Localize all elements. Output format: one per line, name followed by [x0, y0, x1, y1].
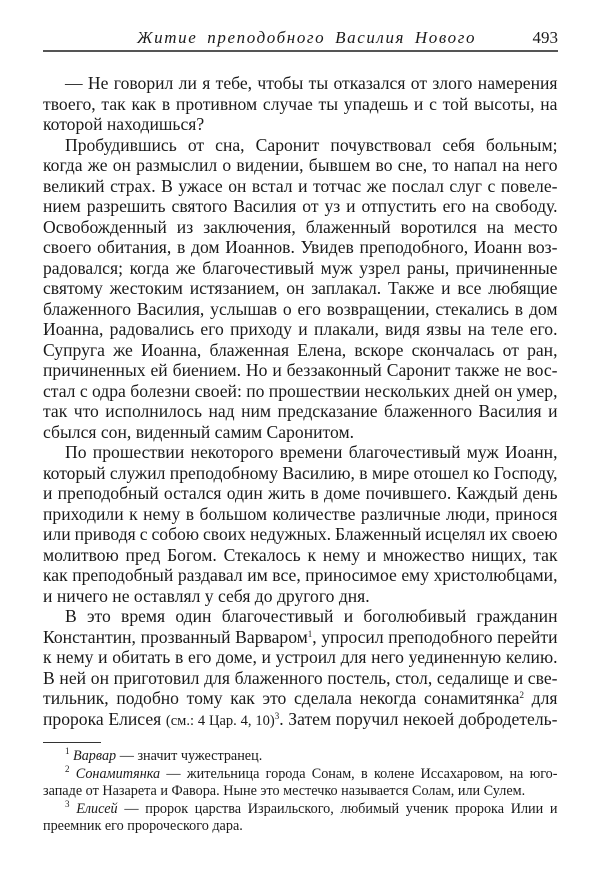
line-content — [43, 668, 558, 689]
text-run: великий страх. В ужасе он встал и тотчас же послал слуг с повеле- — [43, 175, 558, 196]
footnotes — [43, 748, 558, 836]
footnote — [43, 748, 558, 766]
page-number: 493 — [532, 28, 558, 47]
text-line — [43, 463, 558, 484]
text-run: По прошествии некоторого времени благочестивый муж Иоанн, — [65, 442, 558, 462]
text-line — [43, 709, 558, 730]
text-line — [43, 483, 558, 504]
text-line — [43, 360, 558, 381]
text-run: и ничего не оставлял у себя до другого дня. — [43, 585, 370, 606]
text-run: В это время один благочестивый и боголюбивый гражданин — [65, 606, 558, 626]
line-content — [43, 94, 558, 115]
text-line — [43, 278, 558, 299]
text-run: нием разрешить святого Василия от уз и отпустить его на свободу. — [43, 196, 558, 216]
footnote-line — [43, 818, 558, 836]
text-line — [43, 258, 558, 279]
text-line — [43, 606, 558, 627]
line-content — [43, 463, 558, 484]
text-run: которой находишься? — [43, 114, 205, 134]
text-run: и преподобный остался один жить в доме почившего. Каждый день — [43, 483, 558, 503]
paragraph — [43, 135, 558, 443]
text-run: молитвою пред Богом. Стекалось к нему и множество нищих, так — [43, 544, 558, 565]
footnote — [43, 763, 558, 801]
text-run: — пророк царства Израильского, любимый ученик пророка Илии и — [117, 800, 558, 817]
text-run: который служил преподобному Василию, в мире отошел ко Господу, — [43, 462, 558, 483]
line-content — [43, 504, 558, 525]
text-run: — значит чужестранец. — [116, 748, 263, 764]
footnote-mark: 1 — [65, 746, 70, 756]
text-run: так что исполнилось над ним предсказание блаженного Василия и — [43, 401, 558, 421]
line-content — [43, 217, 558, 238]
text-run: для — [523, 688, 558, 708]
line-content — [43, 627, 558, 648]
text-run: Иоанна, радовались его приходу и плакали, видя язвы на теле его. — [43, 319, 558, 339]
text-run: — жительница города Сонам, в колене Иссахаровом, на юго- — [160, 765, 558, 782]
line-content — [43, 278, 558, 299]
text-line — [43, 217, 558, 238]
line-content — [43, 360, 558, 381]
text-run: блаженного Василия, услышав о его возвращении, стекались в дом — [43, 298, 558, 319]
footnote-line — [43, 798, 558, 819]
line-content — [65, 606, 558, 627]
paragraph — [43, 606, 558, 729]
text-line — [43, 176, 558, 197]
text-line — [43, 688, 558, 709]
running-title: Житие преподобного Василия Нового — [137, 28, 477, 47]
text-run: Пробудившись от сна, Саронит почувствовал себя больным; — [65, 134, 558, 155]
footnote-ref: 3 — [274, 710, 280, 721]
scripture-reference: (см.: 4 Цар. 4, 10) — [165, 712, 275, 729]
text-run: преемник его пророческого дара. — [43, 818, 243, 835]
text-line — [43, 504, 558, 525]
footnote-divider — [43, 742, 101, 743]
line-content — [43, 709, 558, 732]
line-content — [43, 401, 558, 422]
text-line — [43, 668, 558, 689]
line-content — [43, 483, 558, 504]
text-line — [43, 545, 558, 566]
line-content — [43, 565, 558, 586]
text-run: пророка Елисея — [43, 708, 166, 729]
line-content — [43, 818, 243, 836]
line-content — [65, 748, 262, 766]
footnote-line — [43, 748, 558, 766]
footnote-mark: 3 — [65, 798, 70, 809]
text-run: Супруга же Иоанна, блаженная Елена, вскоре скончалась от ран, — [43, 339, 558, 360]
line-content — [43, 155, 558, 176]
text-line — [43, 627, 558, 648]
text-run: причиненных ей биением. Но и беззаконный Саронит также не вос- — [43, 360, 558, 380]
text-line — [43, 299, 558, 320]
footnote-term: Елисей — [76, 800, 118, 817]
footnote-ref: 2 — [519, 690, 524, 700]
line-content — [43, 258, 558, 279]
line-content — [43, 237, 558, 258]
line-content — [43, 340, 558, 361]
footnote-term: Варвар — [73, 748, 117, 764]
line-content — [65, 135, 558, 156]
text-line — [43, 319, 558, 340]
text-run: твоего, так как в противном случае ты упадешь и с той высоты, на — [43, 93, 558, 114]
text-run: святому жестоким истязанием, он заплакал. Также и все любящие — [43, 278, 558, 298]
line-content — [43, 196, 558, 217]
text-run: как преподобный раздавал им все, приносимое ему христолюбцами, — [43, 565, 558, 585]
line-content — [43, 422, 354, 443]
text-line — [43, 155, 558, 176]
running-header — [43, 26, 558, 52]
text-line — [43, 196, 558, 217]
paragraph — [43, 73, 558, 135]
text-run: радовался; когда же благочестивый муж узрел раны, причиненные — [43, 257, 558, 278]
line-content — [43, 176, 558, 197]
text-run: стал с одра болезни своей: по прошествии нескольких дней он умер, — [43, 380, 558, 401]
line-content — [65, 73, 558, 94]
text-line — [43, 94, 558, 115]
text-run: приходили к нему в большом количестве различные люди, принося — [43, 503, 558, 524]
text-run: когда же он размыслил о видении, бывшем во сне, то напал на него — [43, 155, 558, 175]
text-run: . Затем поручил некоей добродетель- — [279, 708, 558, 729]
footnote — [43, 798, 558, 836]
line-content — [43, 545, 558, 566]
text-line — [43, 340, 558, 361]
text-line — [43, 524, 558, 545]
text-run: В ней он приготовил для блаженного постель, стол, седалище и све- — [43, 667, 558, 688]
line-content — [65, 442, 558, 463]
text-run: западе от Назарета и Фавора. Ныне это местечко называется Солам, или Сулем. — [43, 783, 526, 800]
line-content — [43, 783, 525, 801]
text-line — [43, 135, 558, 156]
line-content — [43, 299, 558, 320]
body-text — [43, 73, 558, 729]
text-line — [43, 114, 558, 135]
text-run: тильник, подобно тому как это сделала некогда сонамитянка — [43, 688, 520, 708]
text-line — [43, 442, 558, 463]
line-content — [43, 524, 558, 545]
line-content — [65, 798, 558, 819]
footnote-term: Сонамитянка — [75, 765, 161, 782]
text-line — [43, 73, 558, 94]
text-run: — Не говорил ли я тебе, чтобы ты отказался от злого намерения — [65, 73, 558, 93]
line-content — [43, 688, 558, 709]
text-run: Константин, прозванный Варваром — [43, 626, 308, 647]
footnote-ref: 1 — [307, 628, 313, 639]
line-content — [43, 319, 558, 340]
line-content — [43, 586, 370, 607]
text-line — [43, 237, 558, 258]
text-line — [43, 565, 558, 586]
text-run: или приводя с собою своих недужных. Блаженный исцелял их своею — [43, 524, 558, 544]
footnote-line — [43, 783, 558, 801]
line-content — [43, 114, 204, 135]
text-line — [43, 586, 558, 607]
line-content — [65, 763, 558, 784]
footnote-line — [43, 763, 558, 784]
line-content — [43, 647, 558, 668]
text-line — [43, 422, 558, 443]
paragraph — [43, 442, 558, 606]
text-line — [43, 647, 558, 668]
line-content — [43, 381, 558, 402]
text-run: своего обитания, в дом Иоаннов. Увидев преподобного, Иоанн воз- — [43, 237, 558, 257]
text-run: Освобожденный из заключения, блаженный воротился на место — [43, 216, 558, 237]
text-run: к нему и обитать в его доме, и устроил для него уединенную келию. — [43, 647, 558, 667]
text-line — [43, 381, 558, 402]
text-run: , упросил преподобного перейти — [312, 626, 558, 647]
text-run: сбылся сон, виденный самим Саронитом. — [43, 421, 354, 442]
text-line — [43, 401, 558, 422]
footnote-mark: 2 — [65, 763, 70, 774]
